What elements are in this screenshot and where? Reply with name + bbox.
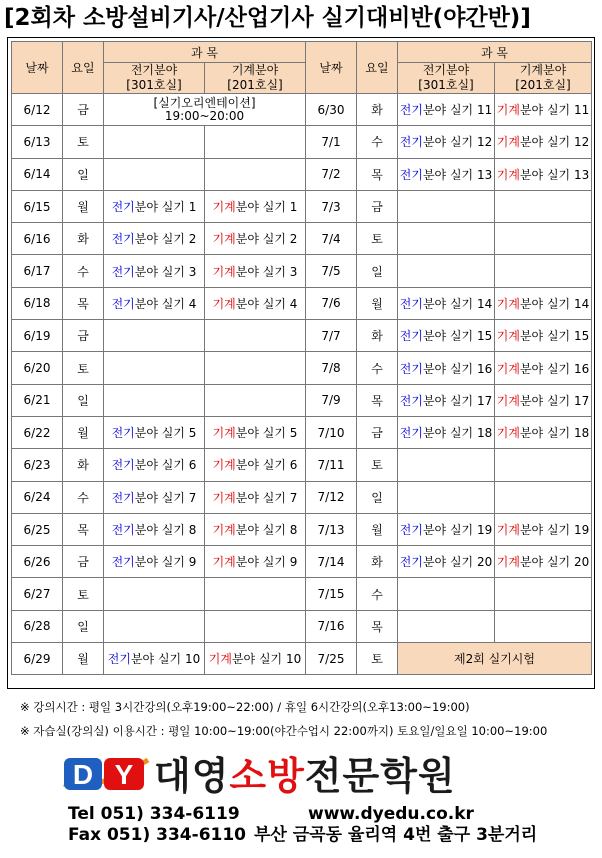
elec-cell-right xyxy=(398,94,495,126)
elec-cell xyxy=(104,223,205,255)
elec-cell xyxy=(104,546,205,578)
date-cell: 6/13 xyxy=(12,126,63,158)
mech-cell xyxy=(205,546,306,578)
academy-name-part2: 소방 xyxy=(229,754,305,798)
mech-cell xyxy=(205,320,306,352)
day-cell: 금 xyxy=(63,546,104,578)
elec-lesson-label: 분야 실기 3 xyxy=(134,264,197,279)
table-row xyxy=(12,255,592,287)
table-row xyxy=(12,352,592,384)
day-cell-right: 목 xyxy=(357,610,398,642)
elec-lesson-label: 분야 실기 18 xyxy=(422,426,493,441)
mech-cell-right xyxy=(495,223,592,255)
mech-cell xyxy=(205,481,306,513)
elec-prefix: 전기 xyxy=(111,458,135,473)
mech-lesson-label: 분야 실기 4 xyxy=(235,296,298,311)
mech-prefix: 기계 xyxy=(212,523,236,537)
mech-cell-right xyxy=(495,190,592,222)
mech-prefix: 기계 xyxy=(496,555,520,570)
academy-logo xyxy=(60,752,540,802)
date-cell-right: 7/25 xyxy=(306,643,357,675)
mech-cell xyxy=(205,287,306,319)
elec-lesson-label: 분야 실기 13 xyxy=(422,167,493,182)
academy-name-part1: 대영 xyxy=(154,754,230,798)
mech-lesson-label: 분야 실기 6 xyxy=(235,458,298,473)
mech-cell-right xyxy=(495,578,592,610)
elec-cell-right xyxy=(398,481,495,513)
mech-prefix: 기계 xyxy=(496,296,520,311)
orientation-cell xyxy=(104,94,306,126)
mech-cell-right xyxy=(495,610,592,642)
mech-prefix: 기계 xyxy=(212,264,236,279)
table-row xyxy=(12,384,592,416)
mech-prefix: 기계 xyxy=(212,232,236,247)
table-row xyxy=(12,126,592,158)
mech-cell xyxy=(205,643,306,675)
date-cell-right: 7/6 xyxy=(306,287,357,319)
elec-lesson-label: 분야 실기 6 xyxy=(134,458,197,473)
elec-cell-right xyxy=(398,610,495,642)
header-elec-right xyxy=(398,63,495,94)
day-cell: 월 xyxy=(63,416,104,448)
mech-prefix: 기계 xyxy=(496,523,520,537)
elec-cell xyxy=(104,126,205,158)
elec-lesson-label: 분야 실기 15 xyxy=(422,329,493,344)
day-cell: 금 xyxy=(63,320,104,352)
elec-cell-right xyxy=(398,578,495,610)
elec-cell xyxy=(104,190,205,222)
date-cell-right: 6/30 xyxy=(306,94,357,126)
header-subject-right: 과 목 xyxy=(398,42,592,63)
elec-cell-right xyxy=(398,255,495,287)
date-cell-right: 7/15 xyxy=(306,578,357,610)
date-cell: 6/16 xyxy=(12,223,63,255)
day-cell: 토 xyxy=(63,578,104,610)
contact-info xyxy=(68,804,538,846)
elec-prefix: 전기 xyxy=(399,296,423,311)
mech-cell xyxy=(205,384,306,416)
elec-cell-right xyxy=(398,416,495,448)
date-cell: 6/22 xyxy=(12,416,63,448)
mech-cell xyxy=(205,223,306,255)
note-lecture-hours: ※ 강의시간 : 평일 3시간강의(오후19:00~22:00) / 휴일 6시간강의(오후13:00~19:00) xyxy=(20,700,470,714)
mech-lesson-label: 분야 실기 9 xyxy=(235,555,298,570)
mech-prefix: 기계 xyxy=(496,393,520,408)
date-cell-right: 7/16 xyxy=(306,610,357,642)
elec-lesson-label: 분야 실기 7 xyxy=(134,490,197,505)
mech-cell-right xyxy=(495,126,592,158)
header-mech-label: 기계분야 xyxy=(231,63,279,77)
mech-lesson-label: 분야 실기 13 xyxy=(519,167,590,182)
elec-cell xyxy=(104,449,205,481)
address: 부산 금곡동 율리역 4번 출구 3분거리 xyxy=(254,825,538,845)
mech-cell-right xyxy=(495,416,592,448)
day-cell: 토 xyxy=(63,352,104,384)
elec-cell xyxy=(104,158,205,190)
elec-cell xyxy=(104,287,205,319)
elec-prefix: 전기 xyxy=(399,426,423,441)
elec-cell xyxy=(104,610,205,642)
elec-cell-right xyxy=(398,546,495,578)
website: www.dyedu.co.kr xyxy=(308,804,474,824)
day-cell: 목 xyxy=(63,513,104,545)
date-cell: 6/23 xyxy=(12,449,63,481)
mech-cell xyxy=(205,578,306,610)
elec-prefix: 전기 xyxy=(399,329,423,344)
table-row xyxy=(12,610,592,642)
table-row xyxy=(12,320,592,352)
elec-lesson-label: 분야 실기 12 xyxy=(422,135,493,150)
elec-cell xyxy=(104,513,205,545)
date-cell: 6/14 xyxy=(12,158,63,190)
dy-logo-icon xyxy=(60,754,150,796)
day-cell: 목 xyxy=(63,287,104,319)
elec-cell-right xyxy=(398,190,495,222)
svg-text:Y: Y xyxy=(114,759,134,790)
mech-cell xyxy=(205,352,306,384)
table-row xyxy=(12,643,592,675)
academy-name xyxy=(154,752,456,800)
day-cell-right: 금 xyxy=(357,416,398,448)
day-cell: 일 xyxy=(63,384,104,416)
mech-lesson-label: 분야 실기 19 xyxy=(519,523,590,537)
table-row xyxy=(12,546,592,578)
elec-cell-right xyxy=(398,449,495,481)
table-row xyxy=(12,578,592,610)
elec-cell xyxy=(104,416,205,448)
day-cell-right: 토 xyxy=(357,449,398,481)
mech-prefix: 기계 xyxy=(496,135,520,150)
mech-lesson-label: 분야 실기 8 xyxy=(235,523,298,537)
day-cell-right: 토 xyxy=(357,223,398,255)
elec-prefix: 전기 xyxy=(107,652,131,667)
mech-lesson-label: 분야 실기 18 xyxy=(519,426,590,441)
mech-prefix: 기계 xyxy=(496,103,520,118)
date-cell: 6/26 xyxy=(12,546,63,578)
day-cell-right: 월 xyxy=(357,513,398,545)
note-study-room-hours: ※ 자습실(강의실) 이용시간 : 평일 10:00~19:00(야간수업시 22:00까지) 토요일/일요일 10:00~19:00 xyxy=(20,724,548,738)
day-cell: 금 xyxy=(63,94,104,126)
elec-lesson-label: 분야 실기 9 xyxy=(134,555,197,570)
mech-prefix: 기계 xyxy=(496,167,520,182)
header-elec xyxy=(104,63,205,94)
elec-lesson-label: 분야 실기 2 xyxy=(134,232,197,247)
elec-cell xyxy=(104,481,205,513)
elec-cell-right xyxy=(398,158,495,190)
elec-cell xyxy=(104,255,205,287)
header-day-right: 요일 xyxy=(357,42,398,94)
mech-cell xyxy=(205,513,306,545)
elec-cell-right xyxy=(398,320,495,352)
mech-lesson-label: 분야 실기 15 xyxy=(519,329,590,344)
day-cell-right: 수 xyxy=(357,352,398,384)
day-cell-right: 목 xyxy=(357,158,398,190)
date-cell: 6/24 xyxy=(12,481,63,513)
mech-lesson-label: 분야 실기 5 xyxy=(235,426,298,441)
day-cell: 화 xyxy=(63,449,104,481)
day-cell-right: 화 xyxy=(357,94,398,126)
date-cell-right: 7/8 xyxy=(306,352,357,384)
table-row xyxy=(12,481,592,513)
mech-cell-right xyxy=(495,158,592,190)
mech-prefix: 기계 xyxy=(496,426,520,441)
elec-cell-right xyxy=(398,384,495,416)
date-cell-right: 7/14 xyxy=(306,546,357,578)
date-cell-right: 7/4 xyxy=(306,223,357,255)
date-cell: 6/21 xyxy=(12,384,63,416)
day-cell-right: 화 xyxy=(357,546,398,578)
elec-prefix: 전기 xyxy=(399,167,423,182)
mech-prefix: 기계 xyxy=(212,490,236,505)
date-cell-right: 7/12 xyxy=(306,481,357,513)
table-row xyxy=(12,94,592,126)
elec-lesson-label: 분야 실기 8 xyxy=(134,523,197,537)
mech-lesson-label: 분야 실기 11 xyxy=(519,103,590,118)
svg-text:D: D xyxy=(72,759,94,790)
date-cell-right: 7/2 xyxy=(306,158,357,190)
date-cell-right: 7/11 xyxy=(306,449,357,481)
elec-lesson-label: 분야 실기 5 xyxy=(134,426,197,441)
day-cell-right: 수 xyxy=(357,126,398,158)
table-row xyxy=(12,287,592,319)
orientation-time: 19:00~20:00 xyxy=(164,108,245,123)
date-cell: 6/12 xyxy=(12,94,63,126)
mech-cell xyxy=(205,610,306,642)
mech-cell-right xyxy=(495,287,592,319)
day-cell: 수 xyxy=(63,255,104,287)
mech-lesson-label: 분야 실기 2 xyxy=(235,232,298,247)
table-row xyxy=(12,190,592,222)
academy-name-part4: 학원 xyxy=(380,754,456,798)
header-mech-right xyxy=(495,63,592,94)
day-cell: 월 xyxy=(63,643,104,675)
fax: Fax 051) 334-6110 xyxy=(68,825,247,845)
mech-prefix: 기계 xyxy=(212,458,236,473)
date-cell: 6/27 xyxy=(12,578,63,610)
elec-lesson-label: 분야 실기 11 xyxy=(422,103,493,118)
elec-prefix: 전기 xyxy=(399,103,423,118)
exam-cell: 제2회 실기시험 xyxy=(398,643,592,675)
elec-cell xyxy=(104,384,205,416)
elec-cell xyxy=(104,320,205,352)
elec-prefix: 전기 xyxy=(111,296,135,311)
date-cell: 6/20 xyxy=(12,352,63,384)
day-cell: 월 xyxy=(63,190,104,222)
elec-prefix: 전기 xyxy=(399,135,423,150)
header-mech-label-right: 기계분야 xyxy=(519,63,567,77)
day-cell-right: 목 xyxy=(357,384,398,416)
table-row xyxy=(12,449,592,481)
header-mech xyxy=(205,63,306,94)
mech-cell-right xyxy=(495,352,592,384)
elec-prefix: 전기 xyxy=(111,523,135,537)
date-cell: 6/25 xyxy=(12,513,63,545)
schedule-table xyxy=(11,41,592,675)
date-cell-right: 7/1 xyxy=(306,126,357,158)
elec-prefix: 전기 xyxy=(111,426,135,441)
day-cell: 화 xyxy=(63,223,104,255)
elec-cell-right xyxy=(398,223,495,255)
day-cell: 일 xyxy=(63,610,104,642)
mech-cell-right xyxy=(495,546,592,578)
day-cell-right: 일 xyxy=(357,481,398,513)
tel: Tel 051) 334-6119 xyxy=(68,804,240,824)
mech-cell-right xyxy=(495,384,592,416)
mech-lesson-label: 분야 실기 16 xyxy=(519,361,590,376)
elec-lesson-label: 분야 실기 20 xyxy=(422,555,493,570)
header-date: 날짜 xyxy=(12,42,63,94)
header-elec-label: 전기분야 xyxy=(130,63,178,77)
day-cell: 토 xyxy=(63,126,104,158)
elec-prefix: 전기 xyxy=(111,200,135,215)
date-cell-right: 7/10 xyxy=(306,416,357,448)
table-row xyxy=(12,513,592,545)
mech-cell-right xyxy=(495,320,592,352)
day-cell-right: 월 xyxy=(357,287,398,319)
day-cell-right: 토 xyxy=(357,643,398,675)
date-cell-right: 7/7 xyxy=(306,320,357,352)
elec-lesson-label: 분야 실기 4 xyxy=(134,296,197,311)
mech-cell xyxy=(205,449,306,481)
mech-cell-right xyxy=(495,94,592,126)
mech-cell-right xyxy=(495,481,592,513)
elec-cell xyxy=(104,352,205,384)
header-day: 요일 xyxy=(63,42,104,94)
elec-cell-right xyxy=(398,352,495,384)
header-elec-room-right: [301호실] xyxy=(418,78,474,92)
date-cell-right: 7/5 xyxy=(306,255,357,287)
orientation-title: [실기오리엔테이션] xyxy=(153,95,256,110)
elec-lesson-label: 분야 실기 14 xyxy=(422,296,493,311)
mech-cell xyxy=(205,126,306,158)
table-row xyxy=(12,223,592,255)
mech-prefix: 기계 xyxy=(212,200,236,215)
mech-cell xyxy=(205,158,306,190)
header-mech-room: [201호실] xyxy=(227,78,283,92)
date-cell: 6/19 xyxy=(12,320,63,352)
elec-lesson-label: 분야 실기 10 xyxy=(130,652,201,667)
elec-cell xyxy=(104,643,205,675)
table-row xyxy=(12,416,592,448)
day-cell: 수 xyxy=(63,481,104,513)
day-cell-right: 일 xyxy=(357,255,398,287)
elec-lesson-label: 분야 실기 16 xyxy=(422,361,493,376)
mech-cell-right xyxy=(495,255,592,287)
day-cell: 일 xyxy=(63,158,104,190)
mech-cell-right xyxy=(495,513,592,545)
mech-prefix: 기계 xyxy=(212,555,236,570)
mech-lesson-label: 분야 실기 14 xyxy=(519,296,590,311)
date-cell-right: 7/9 xyxy=(306,384,357,416)
date-cell: 6/17 xyxy=(12,255,63,287)
header-elec-room: [301호실] xyxy=(126,78,182,92)
date-cell-right: 7/13 xyxy=(306,513,357,545)
elec-prefix: 전기 xyxy=(111,490,135,505)
header-date-right: 날짜 xyxy=(306,42,357,94)
date-cell: 6/29 xyxy=(12,643,63,675)
day-cell-right: 수 xyxy=(357,578,398,610)
elec-prefix: 전기 xyxy=(399,523,423,537)
date-cell-right: 7/3 xyxy=(306,190,357,222)
header-subject: 과 목 xyxy=(104,42,306,63)
elec-prefix: 전기 xyxy=(111,232,135,247)
mech-cell xyxy=(205,255,306,287)
header-elec-label-right: 전기분야 xyxy=(422,63,470,77)
mech-prefix: 기계 xyxy=(208,652,232,667)
elec-cell-right xyxy=(398,513,495,545)
date-cell: 6/28 xyxy=(12,610,63,642)
mech-prefix: 기계 xyxy=(496,329,520,344)
academy-name-part3: 전문 xyxy=(304,754,381,798)
mech-lesson-label: 분야 실기 20 xyxy=(519,555,590,570)
elec-cell-right xyxy=(398,126,495,158)
elec-lesson-label: 분야 실기 19 xyxy=(422,523,493,537)
elec-prefix: 전기 xyxy=(399,393,423,408)
elec-prefix: 전기 xyxy=(399,555,423,570)
page-title: [2회차 소방설비기사/산업기사 실기대비반(야간반)] xyxy=(4,5,531,31)
mech-cell xyxy=(205,416,306,448)
elec-prefix: 전기 xyxy=(111,264,135,279)
elec-cell xyxy=(104,578,205,610)
elec-prefix: 전기 xyxy=(399,361,423,376)
mech-prefix: 기계 xyxy=(496,361,520,376)
date-cell: 6/15 xyxy=(12,190,63,222)
notes xyxy=(20,695,547,743)
mech-lesson-label: 분야 실기 17 xyxy=(519,393,590,408)
elec-cell-right xyxy=(398,287,495,319)
mech-lesson-label: 분야 실기 10 xyxy=(231,652,302,667)
mech-cell-right xyxy=(495,449,592,481)
date-cell: 6/18 xyxy=(12,287,63,319)
mech-lesson-label: 분야 실기 12 xyxy=(519,135,590,150)
mech-prefix: 기계 xyxy=(212,296,236,311)
mech-prefix: 기계 xyxy=(212,426,236,441)
header-mech-room-right: [201호실] xyxy=(515,78,571,92)
table-row xyxy=(12,158,592,190)
mech-lesson-label: 분야 실기 3 xyxy=(235,264,298,279)
mech-lesson-label: 분야 실기 7 xyxy=(235,490,298,505)
elec-lesson-label: 분야 실기 1 xyxy=(134,200,197,215)
elec-prefix: 전기 xyxy=(111,555,135,570)
mech-lesson-label: 분야 실기 1 xyxy=(235,200,298,215)
mech-cell xyxy=(205,190,306,222)
elec-lesson-label: 분야 실기 17 xyxy=(422,393,493,408)
day-cell-right: 금 xyxy=(357,190,398,222)
day-cell-right: 화 xyxy=(357,320,398,352)
